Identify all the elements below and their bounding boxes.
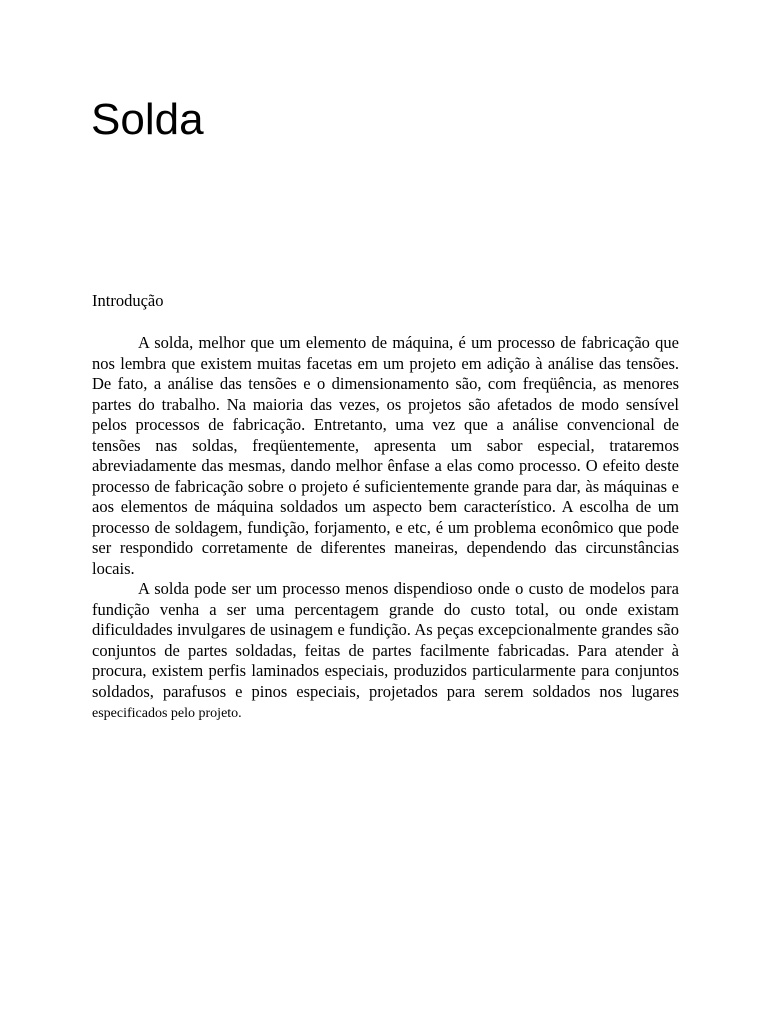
paragraph-2 (92, 579, 679, 725)
paragraph-1 (92, 333, 679, 579)
document-title: Solda (91, 95, 204, 144)
body-text (92, 333, 679, 725)
section-heading: Introdução (92, 291, 164, 310)
paragraph-2-tail: especificados pelo projeto. (92, 706, 242, 721)
paragraph-2-text: A solda pode ser um processo menos dispendioso onde o custo de modelos para fundição venha a ser uma percentagem grande do custo total, ou onde existam dificuldades invulgares de usinagem e fundição. As peças excepcionalmente grandes são conjuntos de partes soldadas, feitas de partes facilmente fabricadas. Para atender à procura, existem perfis laminados especiais, produzidos particularmente para conjuntos soldados, parafusos e pinos especiais, projetados para serem soldados nos lugares (92, 579, 679, 701)
paragraph-1-text: A solda, melhor que um elemento de máquina, é um processo de fabricação que nos lembra que existem muitas facetas em um projeto em adição à análise das tensões. De fato, a análise das tensões e o dimensionamento são, com freqüência, as menores partes do trabalho. Na maioria das vezes, os projetos são afetados de modo sensível pelos processos de fabricação. Entretanto, uma vez que a análise convencional de tensões nas soldas, freqüentemente, apresenta um sabor especial, trataremos abreviadamente das mesmas, dando melhor ênfase a elas como processo. O efeito deste processo de fabricação sobre o projeto é suficientemente grande para dar, às máquinas e aos elementos de máquina soldados um aspecto bem característico. A escolha de um processo de soldagem, fundição, forjamento, e etc, é um problema econômico que pode ser respondido corretamente de diferentes maneiras, dependendo das circunstâncias locais. (92, 333, 679, 578)
